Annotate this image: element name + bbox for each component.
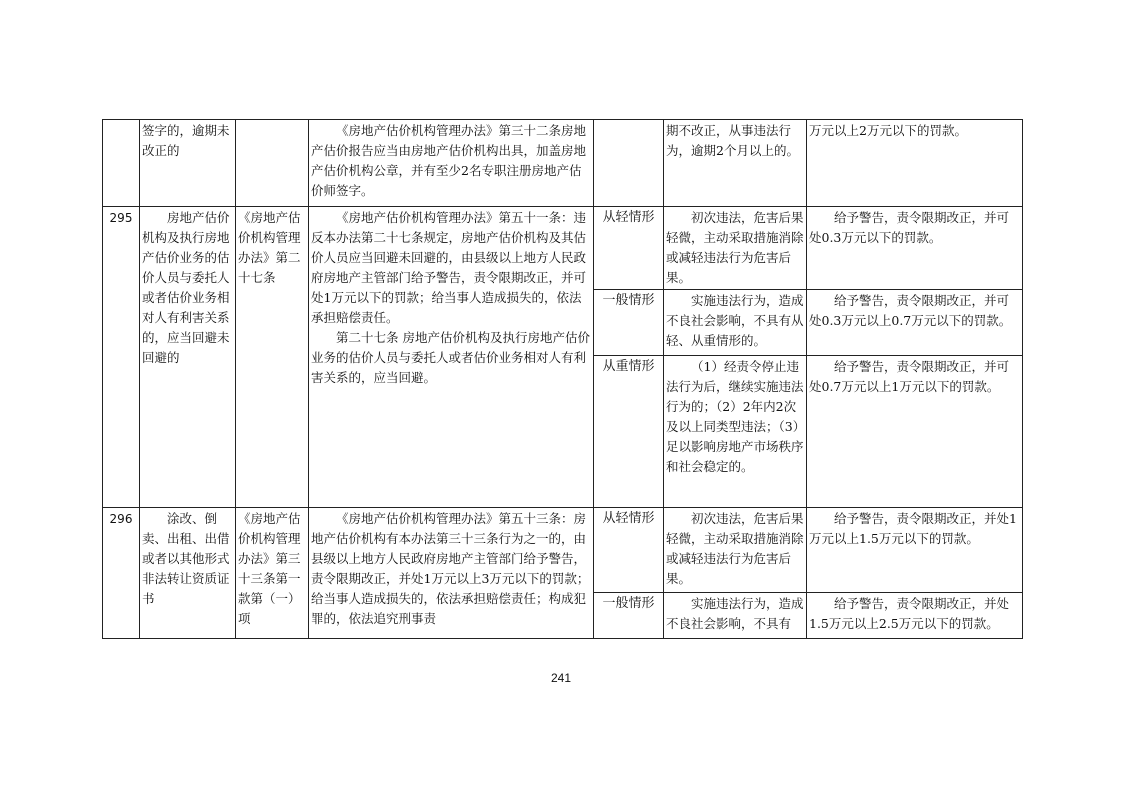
violation-item-cell: 房地产估价机构及执行房地产估价业务的估价人员与委托人或者估价业务相对人有利害关系的，应当回避未回避的 (140, 207, 236, 508)
row-number-cell: 296 (103, 508, 140, 639)
circumstance-cell: 初次违法，危害后果轻微，主动采取措施消除或减轻违法行为危害后果。 (664, 207, 807, 290)
circumstance-cell: 期不改正，从事违法行为，逾期2个月以上的。 (664, 120, 807, 207)
circumstance-level-cell: 从轻情形 (594, 508, 664, 593)
legal-provision-cell (236, 120, 309, 207)
violation-item-cell: 涂改、倒卖、出租、出借或者以其他形式非法转让资质证书 (140, 508, 236, 639)
penalty-cell: 给予警告，责令限期改正，并可处0.7万元以上1万元以下的罚款。 (807, 356, 1023, 508)
penalty-standards-table (102, 119, 1023, 639)
circumstance-level-cell: 一般情形 (594, 290, 664, 356)
penalty-basis-cell: 《房地产估价机构管理办法》第三十二条房地产估价报告应当由房地产估价机构出具，加盖房地产估价机构公章，并有至少2名专职注册房地产估价师签字。 (309, 120, 594, 207)
circumstance-cell: 实施违法行为，造成不良社会影响，不具有 (664, 593, 807, 639)
penalty-cell: 给予警告，责令限期改正，并处1.5万元以上2.5万元以下的罚款。 (807, 593, 1023, 639)
legal-provision-cell: 《房地产估价机构管理办法》第三十三条第一款第（一）项 (236, 508, 309, 639)
penalty-cell: 给予警告，责令限期改正，并可处0.3万元以上0.7万元以下的罚款。 (807, 290, 1023, 356)
table-row (103, 508, 1023, 593)
circumstance-cell: 实施违法行为，造成不良社会影响，不具有从轻、从重情形的。 (664, 290, 807, 356)
penalty-basis-cell: 《房地产估价机构管理办法》第五十一条：违反本办法第二十七条规定，房地产估价机构及其估价人员应当回避未回避的，由县级以上地方人民政府房地产主管部门给予警告，责令限期改正，并可处1万元以下的罚款；给当事人造成损失的，依法承担赔偿责任。 第二十七条 房地产估价机构及执行房地产估价业务的估价人员与委托人或者估价业务相对人有利害关系的，应当回避。 (309, 207, 594, 508)
legal-provision-cell: 《房地产估价机构管理办法》第二十七条 (236, 207, 309, 508)
circumstance-level-cell (594, 120, 664, 207)
penalty-cell: 给予警告，责令限期改正，并可处0.3万元以下的罚款。 (807, 207, 1023, 290)
page-number: 241 (550, 671, 572, 685)
penalty-cell: 万元以上2万元以下的罚款。 (807, 120, 1023, 207)
circumstance-level-cell: 一般情形 (594, 593, 664, 639)
table-row (103, 120, 1023, 207)
table-row (103, 207, 1023, 290)
row-number-cell (103, 120, 140, 207)
circumstance-cell: 初次违法，危害后果轻微，主动采取措施消除或减轻违法行为危害后果。 (664, 508, 807, 593)
circumstance-cell: （1）经责令停止违法行为后，继续实施违法行为的；（2）2年内2次及以上同类型违法；（3）足以影响房地产市场秩序和社会稳定的。 (664, 356, 807, 508)
violation-item-cell: 签字的，逾期未改正的 (140, 120, 236, 207)
penalty-cell: 给予警告，责令限期改正，并处1万元以上1.5万元以下的罚款。 (807, 508, 1023, 593)
circumstance-level-cell: 从重情形 (594, 356, 664, 508)
circumstance-level-cell: 从轻情形 (594, 207, 664, 290)
row-number-cell: 295 (103, 207, 140, 508)
penalty-basis-cell: 《房地产估价机构管理办法》第五十三条：房地产估价机构有本办法第三十三条行为之一的，由县级以上地方人民政府房地产主管部门给予警告，责令限期改正，并处1万元以上3万元以下的罚款；给当事人造成损失的，依法承担赔偿责任；构成犯罪的，依法追究刑事责 (309, 508, 594, 639)
